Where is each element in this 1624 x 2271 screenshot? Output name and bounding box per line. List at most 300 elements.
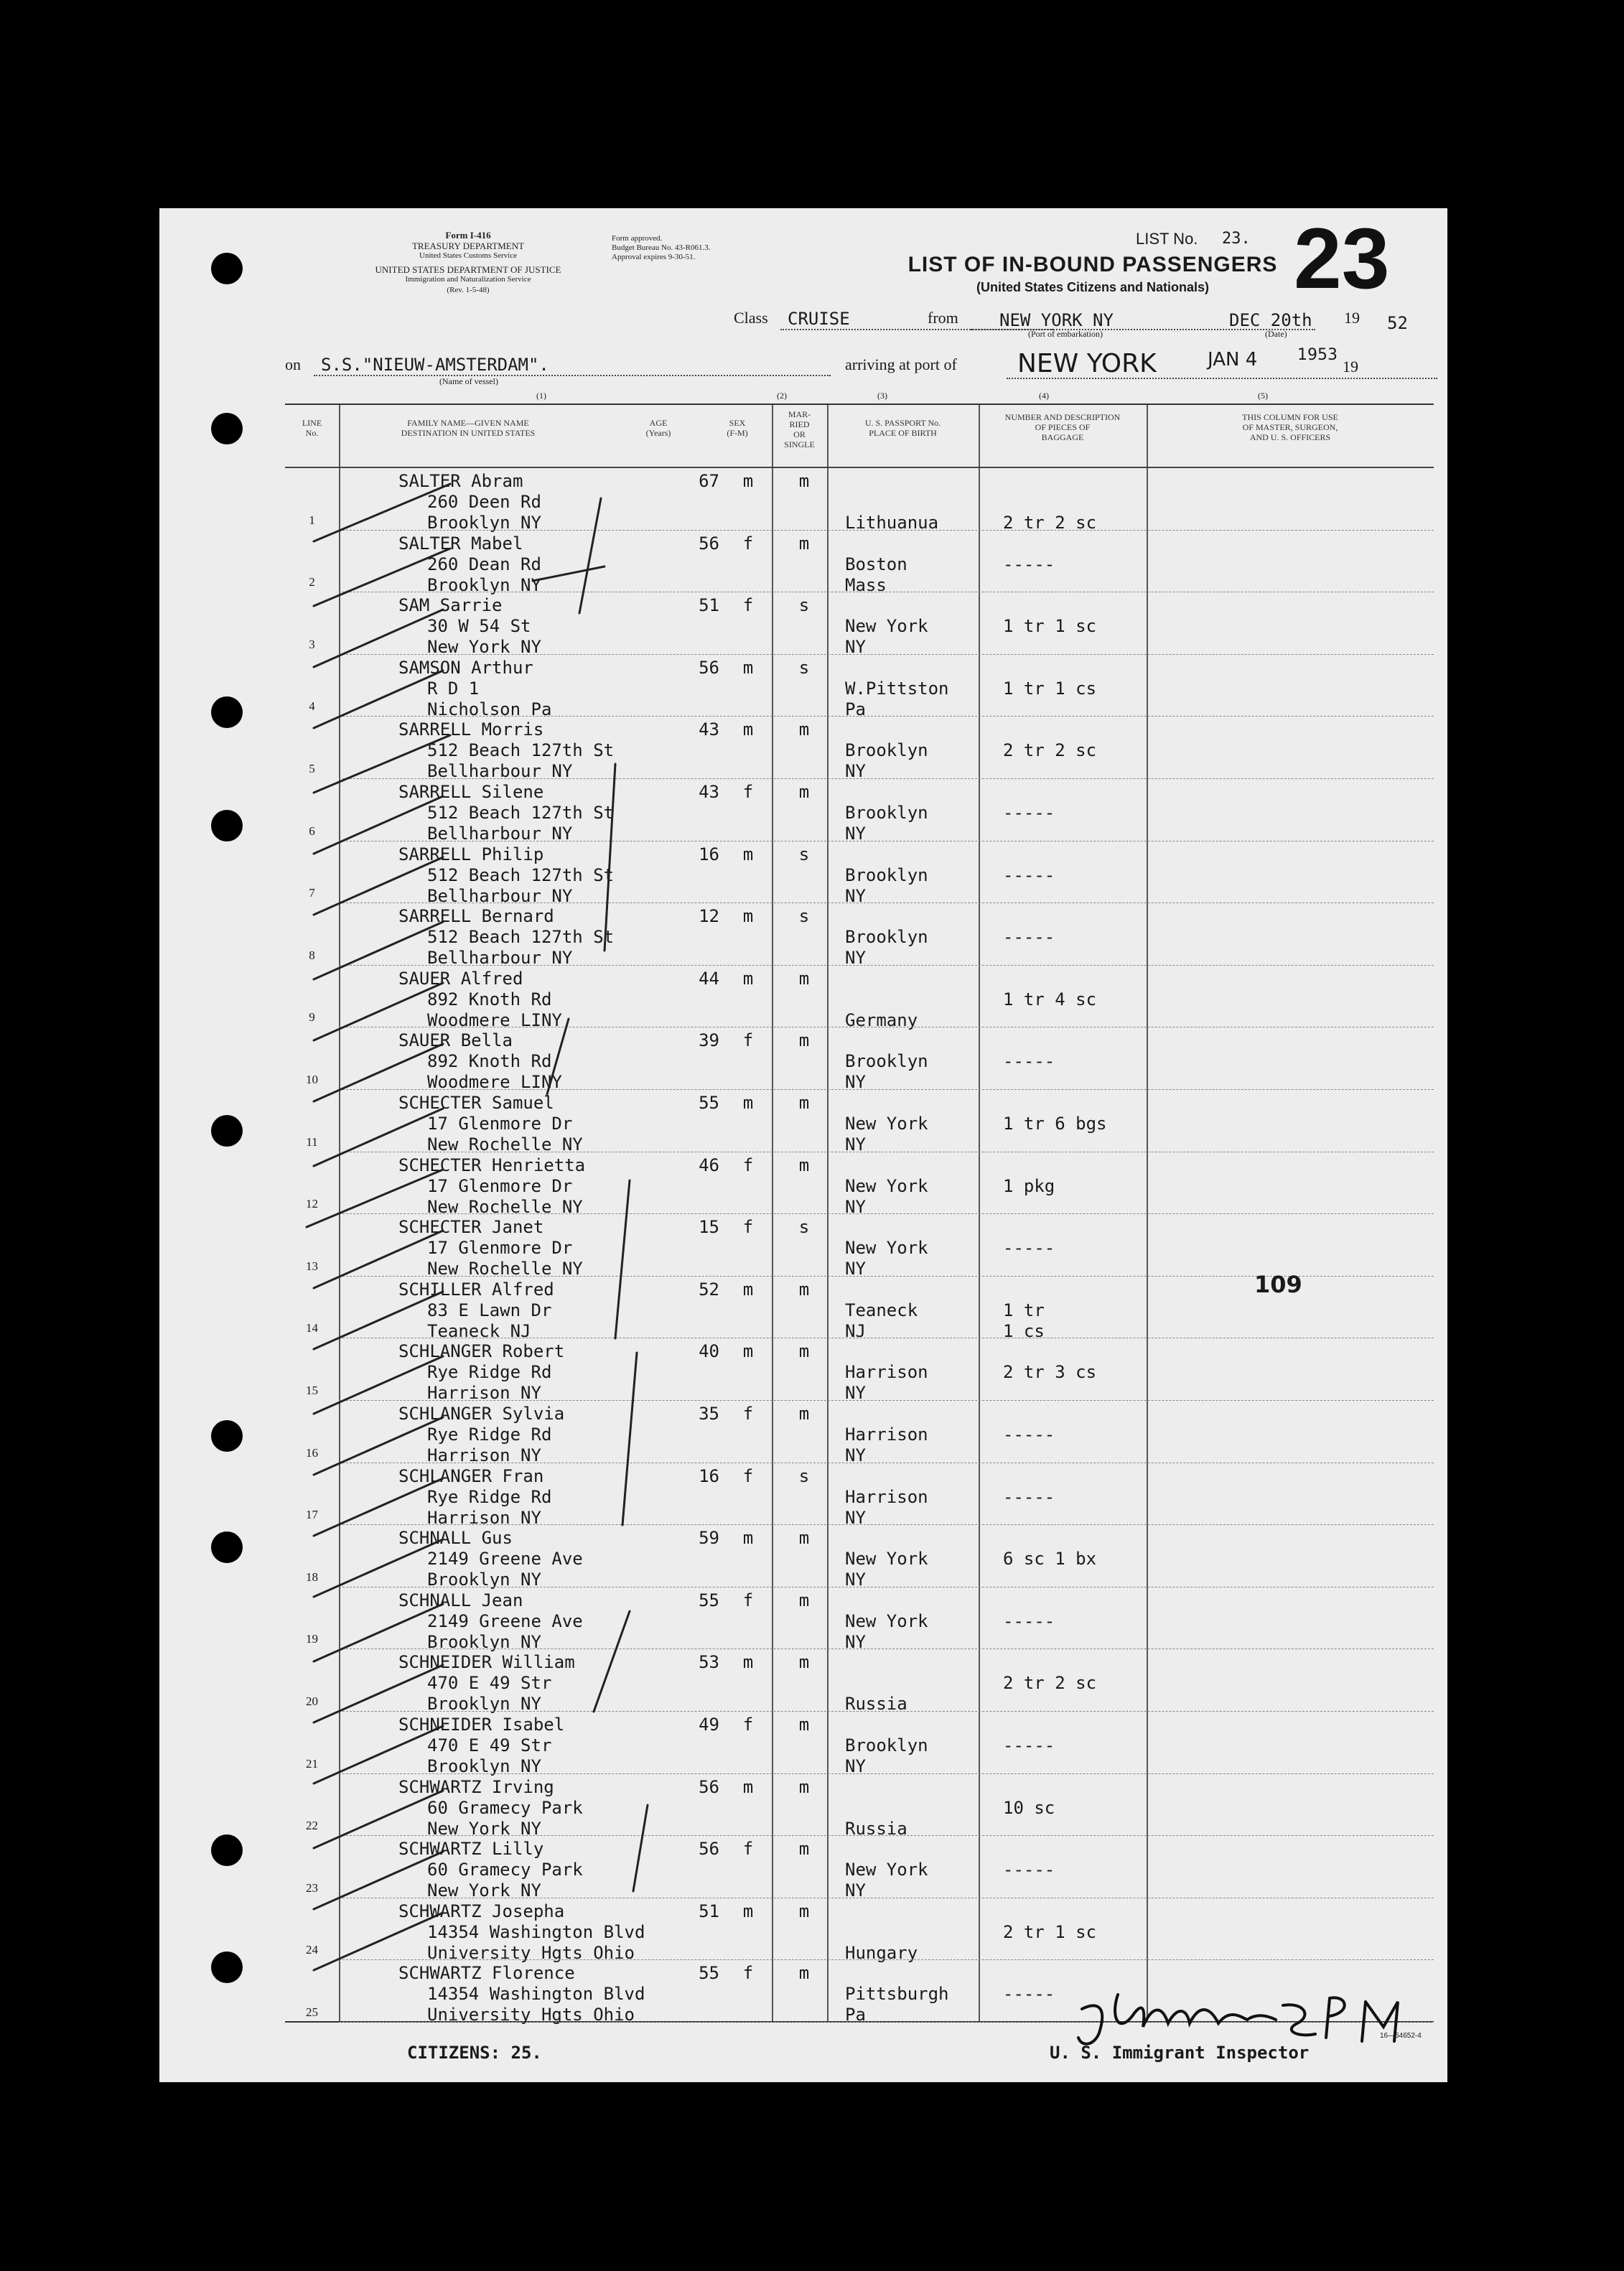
baggage-line-1: 10 sc [1003,1797,1055,1818]
sex-cell: m [742,1901,754,1921]
birthplace-line-2: NY [845,1631,866,1652]
baggage-line-1: ----- [1003,1238,1055,1259]
address-line-1: 17 Glenmore Dr [427,1114,573,1134]
citizens-count: CITIZENS: 25. [407,2043,542,2063]
age-cell: 39 [699,1030,719,1051]
address-line-1: Rye Ridge Rd [427,1424,552,1445]
list-no-value: 23. [1222,230,1251,248]
punch-hole [211,1834,243,1866]
justice-dept: UNITED STATES DEPARTMENT OF JUSTICE [375,264,561,275]
passenger-name: SCHWARTZ Florence [398,1963,575,1984]
header-sex: SEX (F-M) [727,418,748,438]
baggage-line-1: ----- [1003,864,1055,885]
marital-status-cell: m [798,782,810,802]
address-line-2: Brooklyn NY [427,1694,541,1715]
sex-cell: f [742,1590,754,1610]
sex-cell: f [742,782,754,802]
address-line-2: Harrison NY [427,1383,541,1404]
form-id: Form I-416 [445,230,491,241]
passenger-name: SARRELL Morris [398,719,544,740]
marital-status-cell: s [798,906,810,927]
punch-hole [211,1420,243,1452]
line-number: 10 [306,1072,318,1086]
birthplace-line-2: NY [845,1383,866,1404]
from-label: from [928,309,958,327]
birthplace-line-1: Brooklyn [845,927,928,948]
address-line-2: New Rochelle NY [427,1196,583,1217]
treasury-dept: TREASURY DEPARTMENT [411,241,525,251]
header-married: MAR- RIED OR SINGLE [784,409,815,449]
address-line-2: Bellharbour NY [427,824,573,844]
address-line-2: Bellharbour NY [427,948,573,969]
passenger-name: SARRELL Bernard [398,906,554,927]
birthplace-line-1: Brooklyn [845,864,928,885]
birthplace-line-2: NY [845,824,866,844]
birthplace-line-1: Harrison [845,1424,928,1445]
passenger-name: SALTER Mabel [398,533,523,554]
marital-status-cell: m [798,471,810,491]
age-cell: 46 [699,1155,719,1175]
header-baggage: NUMBER AND DESCRIPTION OF PIECES OF BAGGAGE [1004,412,1121,442]
line-number: 24 [306,1943,318,1957]
marital-status-cell: m [798,1839,810,1860]
address-line-1: 30 W 54 St [427,616,531,637]
address-line-1: 892 Knoth Rd [427,989,552,1009]
birthplace-line-2: NJ [845,1320,866,1341]
address-line-2: New York NY [427,1818,541,1839]
marital-status-cell: m [798,1590,810,1610]
line-number: 2 [309,575,315,589]
age-cell: 56 [699,657,719,678]
sex-cell: f [742,533,754,554]
passenger-name: SCHECTER Samuel [398,1093,554,1113]
sex-cell: m [742,968,754,989]
address-line-1: 14354 Washington Blvd [427,1921,645,1942]
punch-hole [211,810,243,841]
marital-status-cell: s [798,595,810,616]
address-line-1: 260 Dean Rd [427,554,541,574]
marital-status-cell: m [798,719,810,740]
marital-status-cell: m [798,1652,810,1673]
header-age: AGE (Years) [645,418,671,438]
address-line-2: Teaneck NJ [427,1320,531,1341]
from-value: NEW YORK NY [999,310,1114,330]
baggage-line-2: 2 tr 2 sc [1003,513,1097,533]
age-cell: 56 [699,1839,719,1860]
birthplace-line-1: Harrison [845,1362,928,1383]
birthplace-line-2: Hungary [845,1942,918,1963]
age-cell: 52 [699,1279,719,1300]
birthplace-line-1: New York [845,1610,928,1631]
line-number: 4 [309,699,315,714]
from-caption: (Port of embarkation) [1028,329,1103,339]
address-line-2: Brooklyn NY [427,1631,541,1652]
arrival-year: 1953 [1297,346,1338,364]
birthplace-line-1: New York [845,1175,928,1196]
marital-status-cell: m [798,1901,810,1921]
baggage-line-1: 1 tr 6 bgs [1003,1114,1107,1134]
passenger-name: SCHECTER Henrietta [398,1155,586,1175]
line-number: 17 [306,1508,318,1522]
punch-hole [211,413,243,444]
address-line-1: Rye Ridge Rd [427,1362,552,1383]
arrival-port: NEW YORK [1017,349,1157,378]
address-line-2: New Rochelle NY [427,1259,583,1279]
line-number: 7 [309,886,315,900]
marital-status-cell: m [798,1528,810,1549]
handwritten-marks [285,405,1434,2024]
marital-status-cell: m [798,1155,810,1175]
baggage-line-1: 2 tr 2 sc [1003,740,1097,761]
address-line-2: University Hgts Ohio [427,1942,635,1963]
birthplace-line-2: NY [845,1134,866,1155]
birthplace-line-2: NY [845,1445,866,1465]
line-number: 9 [309,1010,315,1025]
marital-status-cell: m [798,1030,810,1051]
address-line-1: 14354 Washington Blvd [427,1984,645,2005]
birthplace-line-1: New York [845,1549,928,1570]
baggage-line-1: ----- [1003,1051,1055,1072]
form-approved: Form approved. [612,234,663,243]
address-line-1: 60 Gramecy Park [427,1860,583,1880]
birthplace-line-1: Teaneck [845,1300,918,1320]
manifest-page [159,208,1447,2082]
line-number: 15 [306,1383,318,1397]
age-cell: 59 [699,1528,719,1549]
line-number: 12 [306,1197,318,1211]
passenger-name: SAMSON Arthur [398,657,533,678]
address-line-2: Woodmere LINY [427,1009,562,1030]
punch-hole [211,1115,243,1147]
passenger-name: SCHILLER Alfred [398,1279,554,1300]
baggage-line-1: 1 tr 1 cs [1003,678,1097,699]
address-line-2: Brooklyn NY [427,1756,541,1776]
sex-cell: m [742,1341,754,1362]
sex-cell: m [742,471,754,491]
baggage-line-1: ----- [1003,1424,1055,1445]
baggage-line-1: ----- [1003,1860,1055,1880]
birthplace-line-1: New York [845,1860,928,1880]
passenger-name: SCHECTER Janet [398,1217,544,1238]
birthplace-line-2: Pa [845,699,866,719]
passenger-name: SAUER Bella [398,1030,513,1051]
departure-year: 52 [1387,313,1408,333]
baggage-line-1: 6 sc 1 bx [1003,1549,1097,1570]
marital-status-cell: s [798,657,810,678]
address-line-1: 512 Beach 127th St [427,927,615,948]
sex-cell: f [742,1839,754,1860]
year-prefix: 19 [1344,309,1360,327]
col-num-5: (5) [1258,391,1268,401]
header-line-no: LINE No. [302,418,322,438]
age-cell: 51 [699,595,719,616]
class-label: Class [734,309,768,327]
sex-cell: f [742,1217,754,1238]
age-cell: 51 [699,1901,719,1921]
baggage-line-1: 1 pkg [1003,1175,1055,1196]
address-line-2: Brooklyn NY [427,1570,541,1590]
age-cell: 35 [699,1404,719,1424]
page-title: LIST OF IN-BOUND PASSENGERS [907,253,1278,276]
age-cell: 16 [699,1465,719,1486]
baggage-line-1: 1 tr [1003,1300,1045,1320]
age-cell: 12 [699,906,719,927]
baggage-line-1: ----- [1003,1984,1055,2005]
address-line-1: 470 E 49 Str [427,1735,552,1755]
address-line-2: New Rochelle NY [427,1134,583,1155]
line-number: 23 [306,1880,318,1895]
inspector-label: U. S. Immigrant Inspector [1050,2043,1310,2063]
header-passport: U. S. PASSPORT No. PLACE OF BIRTH [864,418,941,438]
sex-cell: m [742,1093,754,1113]
sex-cell: m [742,719,754,740]
sex-cell: f [742,1715,754,1735]
birthplace-line-2: Germany [845,1009,918,1030]
address-line-1: 512 Beach 127th St [427,740,615,761]
birthplace-line-1: W.Pittston [845,678,949,699]
age-cell: 15 [699,1217,719,1238]
marital-status-cell: m [798,1279,810,1300]
sex-cell: f [742,1963,754,1984]
age-cell: 44 [699,968,719,989]
sex-cell: m [742,906,754,927]
passenger-name: SCHLANGER Fran [398,1465,544,1486]
age-cell: 55 [699,1963,719,1984]
address-line-1: 260 Deen Rd [427,492,541,512]
line-number: 19 [306,1632,318,1646]
birthplace-line-1: New York [845,616,928,637]
address-line-2: Harrison NY [427,1507,541,1528]
age-cell: 43 [699,719,719,740]
address-line-1: 17 Glenmore Dr [427,1175,573,1196]
officer-annotation: 109 [1254,1271,1302,1298]
sex-cell: f [742,1155,754,1175]
list-no-stamp: 23 [1294,210,1390,307]
birthplace-line-2: NY [845,885,866,906]
address-line-1: 17 Glenmore Dr [427,1238,573,1259]
sex-cell: f [742,1030,754,1051]
birthplace-line-2: NY [845,1880,866,1901]
line-number: 18 [306,1570,318,1584]
marital-status-cell: m [798,1715,810,1735]
customs-service: United States Customs Service [419,251,517,260]
birthplace-line-2: NY [845,948,866,969]
sex-cell: m [742,844,754,864]
marital-status-cell: s [798,1217,810,1238]
address-line-1: 60 Gramecy Park [427,1797,583,1818]
sex-cell: m [742,1279,754,1300]
sex-cell: m [742,1652,754,1673]
passenger-name: SCHLANGER Sylvia [398,1404,565,1424]
address-line-2: New York NY [427,1880,541,1901]
vessel-name: S.S."NIEUW-AMSTERDAM". [321,355,549,375]
passenger-name: SCHNEIDER Isabel [398,1715,565,1735]
baggage-line-1: ----- [1003,803,1055,823]
age-cell: 43 [699,782,719,802]
birthplace-line-2: NY [845,1259,866,1279]
baggage-line-2: 1 cs [1003,1320,1045,1341]
birthplace-line-2: NY [845,1570,866,1590]
punch-hole [211,253,243,284]
age-cell: 49 [699,1715,719,1735]
birthplace-line-1: New York [845,1238,928,1259]
class-value: CRUISE [788,309,850,329]
passenger-name: SALTER Abram [398,471,523,491]
punch-hole [211,1531,243,1563]
birthplace-line-1: Pittsburgh [845,1984,949,2005]
age-cell: 67 [699,471,719,491]
baggage-line-1: ----- [1003,554,1055,574]
baggage-line-1: 1 tr 1 sc [1003,616,1097,637]
marital-status-cell: s [798,1465,810,1486]
sex-cell: f [742,1465,754,1486]
age-cell: 53 [699,1652,719,1673]
address-line-2: New York NY [427,637,541,658]
departure-date: DEC 20th [1229,310,1312,330]
address-line-2: University Hgts Ohio [427,2005,635,2025]
line-number: 16 [306,1445,318,1460]
age-cell: 56 [699,533,719,554]
birthplace-line-1: Harrison [845,1486,928,1507]
address-line-2: Harrison NY [427,1445,541,1465]
page-subtitle: (United States Citizens and Nationals) [976,280,1210,294]
passenger-table [285,404,1434,2023]
age-cell: 55 [699,1093,719,1113]
passenger-name: SAUER Alfred [398,968,523,989]
line-number: 13 [306,1259,318,1273]
address-line-2: Brooklyn NY [427,513,541,533]
marital-status-cell: m [798,968,810,989]
address-line-1: 892 Knoth Rd [427,1051,552,1072]
sex-cell: f [742,595,754,616]
address-line-2: Bellharbour NY [427,761,573,782]
birthplace-line-2: Russia [845,1818,907,1839]
address-line-1: Rye Ridge Rd [427,1486,552,1507]
address-line-2: Nicholson Pa [427,699,552,719]
line-number: 22 [306,1819,318,1833]
birthplace-line-1: Boston [845,554,907,574]
punch-hole [211,1951,243,1983]
birthplace-line-1: New York [845,1114,928,1134]
age-cell: 56 [699,1776,719,1797]
marital-status-cell: m [798,1093,810,1113]
passenger-name: SAM Sarrie [398,595,503,616]
address-line-1: 512 Beach 127th St [427,864,615,885]
approval-expires: Approval expires 9-30-51. [612,253,696,261]
col-num-1: (1) [536,391,546,401]
budget-bureau: Budget Bureau No. 43-R061.3. [612,243,711,252]
baggage-line-1: ----- [1003,1735,1055,1755]
line-number: 11 [306,1134,318,1149]
passenger-name: SARRELL Silene [398,782,544,802]
address-line-1: R D 1 [427,678,480,699]
header-name: FAMILY NAME—GIVEN NAME DESTINATION IN UNITED STATES [401,418,536,438]
birthplace-line-2: Lithuanua [845,513,939,533]
line-number: 1 [309,513,315,527]
sex-cell: m [742,1776,754,1797]
birthplace-line-1: Brooklyn [845,1735,928,1755]
baggage-line-1: ----- [1003,927,1055,948]
ins-service: Immigration and Naturalization Service [405,275,531,284]
address-line-2: Bellharbour NY [427,885,573,906]
age-cell: 40 [699,1341,719,1362]
marital-status-cell: m [798,1776,810,1797]
birthplace-line-2: NY [845,761,866,782]
birthplace-line-1: Brooklyn [845,1051,928,1072]
address-line-1: 512 Beach 127th St [427,803,615,823]
birthplace-line-1: Brooklyn [845,803,928,823]
baggage-line-1: 2 tr 3 cs [1003,1362,1097,1383]
address-line-1: 2149 Greene Ave [427,1549,583,1570]
col-num-2: (2) [777,391,787,401]
address-line-1: 2149 Greene Ave [427,1610,583,1631]
birthplace-line-1: Brooklyn [845,740,928,761]
birthplace-line-2: NY [845,1756,866,1776]
col-num-4: (4) [1039,391,1049,401]
baggage-line-1: 2 tr 2 sc [1003,1673,1097,1694]
arrival-year-prefix: 19 [1343,358,1358,376]
passenger-name: SCHWARTZ Lilly [398,1839,544,1860]
line-number: 3 [309,637,315,651]
date-caption: (Date) [1265,329,1287,339]
passenger-name: SCHWARTZ Josepha [398,1901,565,1921]
arrival-date: JAN 4 [1208,349,1258,370]
age-cell: 55 [699,1590,719,1610]
form-code: 16—54652-4 [1380,2032,1422,2040]
address-line-2: Woodmere LINY [427,1072,562,1093]
sex-cell: m [742,657,754,678]
marital-status-cell: s [798,844,810,864]
birthplace-line-2: NY [845,1072,866,1093]
punch-hole [211,696,243,728]
passenger-name: SCHNALL Gus [398,1528,513,1549]
line-number: 20 [306,1694,318,1708]
line-number: 8 [309,948,315,962]
marital-status-cell: m [798,1963,810,1984]
line-number: 5 [309,761,315,775]
passenger-name: SCHWARTZ Irving [398,1776,554,1797]
address-line-1: 470 E 49 Str [427,1673,552,1694]
passenger-name: SCHLANGER Robert [398,1341,565,1362]
revision: (Rev. 1-5-48) [447,286,490,294]
line-number: 25 [306,2005,318,2019]
birthplace-line-2: NY [845,637,866,658]
line-number: 21 [306,1756,318,1771]
passenger-name: SARRELL Philip [398,844,544,864]
arriving-label: arriving at port of [845,355,957,373]
baggage-line-1: ----- [1003,1610,1055,1631]
address-line-2: Brooklyn NY [427,574,541,595]
vessel-caption: (Name of vessel) [439,376,498,386]
line-number: 14 [306,1321,318,1335]
marital-status-cell: m [798,1404,810,1424]
marital-status-cell: m [798,1341,810,1362]
baggage-line-1: ----- [1003,1486,1055,1507]
birthplace-line-2: Pa [845,2005,866,2025]
passenger-name: SCHNALL Jean [398,1590,523,1610]
birthplace-line-2: Russia [845,1694,907,1715]
col-num-3: (3) [877,391,887,401]
on-label: on [285,355,301,373]
header-officers: THIS COLUMN FOR USE OF MASTER, SURGEON, AND U. S. OFFICERS [1242,412,1338,442]
baggage-line-1: 2 tr 1 sc [1003,1921,1097,1942]
age-cell: 16 [699,844,719,864]
line-number: 6 [309,824,315,838]
birthplace-line-2: Mass [845,574,887,595]
address-line-1: 83 E Lawn Dr [427,1300,552,1320]
sex-cell: m [742,1528,754,1549]
marital-status-cell: m [798,533,810,554]
